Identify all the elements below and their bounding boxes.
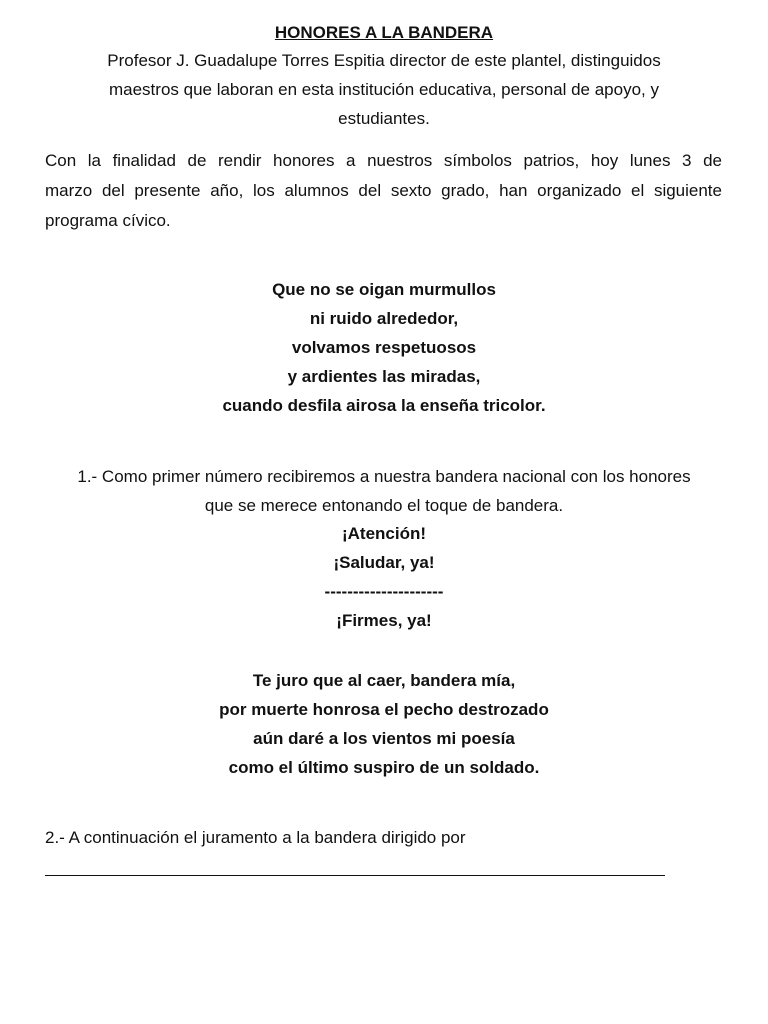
poem-line: y ardientes las miradas, [287,367,481,386]
poem-line: cuando desfila airosa la enseña tricolor. [222,396,546,415]
command-firm: ¡Firmes, ya! [336,611,432,630]
command-salute: ¡Saludar, ya! [333,553,435,572]
page-title: HONORES A LA BANDERA [274,23,494,42]
salutation-line: maestros que laboran en esta institución educativa, personal de apoyo, y [108,80,659,99]
program-item-line: 1.- Como primer número recibiremos a nuestra bandera nacional con los honores [77,467,691,486]
poem-line: volvamos respetuosos [291,338,477,357]
command-attention: ¡Atención! [341,524,427,543]
salutation-paragraph [40,46,728,133]
poem-stanza-silence [40,275,728,420]
salutation-line: Profesor J. Guadalupe Torres Espitia director de este plantel, distinguidos [107,51,661,70]
intro-line: marzo del presente año, los alumnos del sexto grado, han organizado el siguiente [45,181,722,200]
salutation-line: estudiantes. [338,109,430,128]
program-item-1 [40,462,728,520]
intro-line: programa cívico. [45,211,171,230]
program-item-2: 2.- A continuación el juramento a la bandera dirigido por [45,828,466,847]
command-separator: --------------------- [324,582,444,601]
poem-line: como el último suspiro de un soldado. [228,758,540,777]
poem-line: Que no se oigan murmullos [272,280,496,299]
intro-paragraph [45,146,722,236]
poem-line: por muerte honrosa el pecho destrozado [219,700,549,719]
poem-line: ni ruido alrededor, [309,309,459,328]
intro-line: Con la finalidad de rendir honores a nuestros símbolos patrios, hoy lunes 3 de [45,151,722,170]
poem-stanza-oath [40,666,728,782]
fill-in-blank-line [45,875,665,876]
poem-line: aún daré a los vientos mi poesía [253,729,515,748]
command-list [40,519,728,635]
poem-line: Te juro que al caer, bandera mía, [252,671,516,690]
program-item-line: que se merece entonando el toque de bandera. [204,496,564,515]
